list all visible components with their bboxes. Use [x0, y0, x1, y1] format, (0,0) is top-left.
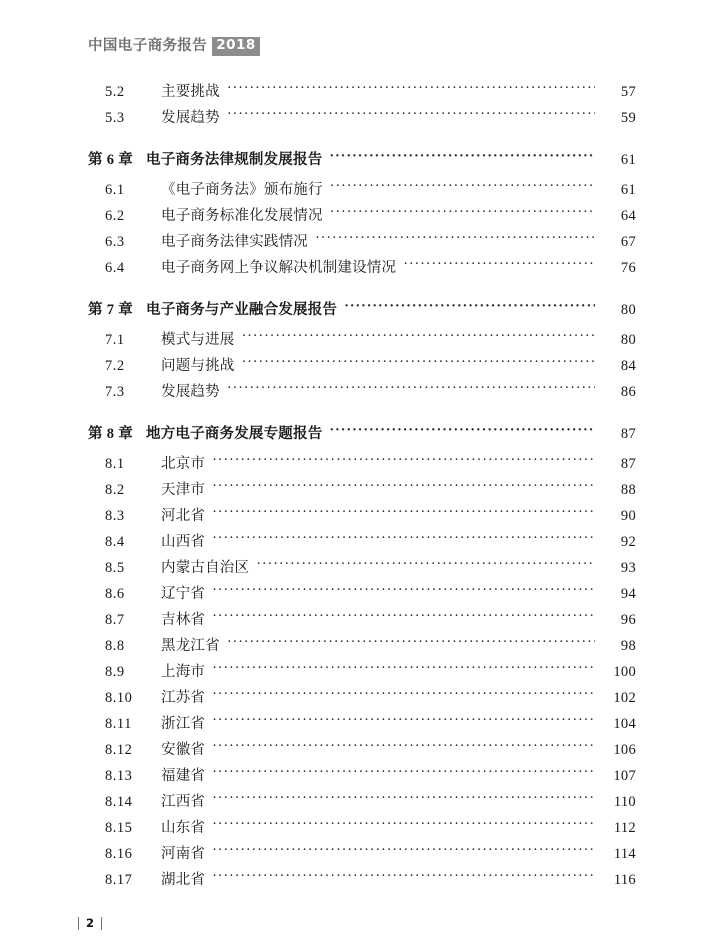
toc-entry-page-number: 88 [620, 482, 636, 498]
toc-entry-page-number: 87 [620, 456, 636, 472]
toc-entry-title: 黑龙江省 [161, 638, 220, 654]
toc-entry-page-number: 84 [620, 358, 636, 374]
toc-section-row[interactable] [0, 504, 719, 530]
toc-entry-title: 发展趋势 [161, 110, 220, 126]
toc-section-row[interactable] [0, 328, 719, 354]
toc-section-row[interactable] [0, 178, 719, 204]
toc-dot-leader [329, 148, 595, 164]
toc-entry-number: 7.1 [105, 332, 125, 348]
toc-dot-leader [212, 530, 595, 546]
toc-dot-leader [344, 298, 595, 314]
footer-rule-right [101, 917, 102, 930]
toc-section-row[interactable] [0, 452, 719, 478]
toc-entry-number: 5.3 [105, 110, 125, 126]
toc-section-row[interactable] [0, 106, 719, 132]
toc-entry-page-number: 106 [613, 742, 636, 758]
toc-section-row[interactable] [0, 530, 719, 556]
report-title: 中国电子商务报告 [88, 38, 208, 54]
toc-entry-number: 第 6 章 [88, 152, 133, 168]
toc-entry-title: 湖北省 [161, 872, 206, 888]
toc-entry-page-number: 96 [620, 612, 636, 628]
toc-entry-title: 江苏省 [161, 690, 206, 706]
toc-entry-title: 模式与进展 [161, 332, 235, 348]
toc-section-row[interactable] [0, 660, 719, 686]
toc-entry-number: 5.2 [105, 84, 125, 100]
toc-entry-title: 电子商务法律规制发展报告 [146, 152, 323, 168]
toc-entry-number: 8.2 [105, 482, 125, 498]
toc-entry-title: 吉林省 [161, 612, 206, 628]
toc-dot-leader [242, 354, 596, 370]
toc-section-row[interactable] [0, 842, 719, 868]
toc-entry-number: 8.9 [105, 664, 125, 680]
toc-dot-leader [212, 790, 595, 806]
toc-chapter-row[interactable] [0, 298, 719, 328]
toc-entry-number: 8.7 [105, 612, 125, 628]
toc-entry-title: 发展趋势 [161, 384, 220, 400]
toc-section-row[interactable] [0, 738, 719, 764]
toc-dot-leader [227, 80, 595, 96]
toc-dot-leader [212, 452, 595, 468]
toc-entry-title: 安徽省 [161, 742, 206, 758]
toc-dot-leader [212, 608, 595, 624]
toc-entry-page-number: 98 [620, 638, 636, 654]
toc-entry-page-number: 102 [613, 690, 636, 706]
toc-section-row[interactable] [0, 80, 719, 106]
toc-section-row[interactable] [0, 556, 719, 582]
toc-entry-number: 8.11 [105, 716, 132, 732]
toc-dot-leader [212, 868, 595, 884]
toc-entry-page-number: 90 [620, 508, 636, 524]
toc-entry-page-number: 61 [620, 152, 636, 168]
toc-section-row[interactable] [0, 354, 719, 380]
toc-entry-number: 第 8 章 [88, 426, 133, 442]
toc-entry-title: 上海市 [161, 664, 206, 680]
toc-dot-leader [242, 328, 596, 344]
toc-entry-title: 辽宁省 [161, 586, 206, 602]
toc-entry-title: 内蒙古自治区 [161, 560, 250, 576]
toc-entry-number: 8.10 [105, 690, 133, 706]
toc-entry-title: 江西省 [161, 794, 206, 810]
toc-entry-title: 问题与挑战 [161, 358, 235, 374]
toc-dot-leader [329, 422, 595, 438]
toc-section-row[interactable] [0, 764, 719, 790]
toc-entry-title: 《电子商务法》颁布施行 [161, 182, 323, 198]
toc-entry-page-number: 59 [620, 110, 636, 126]
report-year-badge: 2018 [212, 37, 260, 56]
toc-entry-page-number: 92 [620, 534, 636, 550]
toc-entry-number: 8.5 [105, 560, 125, 576]
toc-dot-leader [330, 204, 595, 220]
toc-entry-title: 山东省 [161, 820, 206, 836]
toc-entry-page-number: 76 [620, 260, 636, 276]
toc-entry-title: 电子商务标准化发展情况 [161, 208, 323, 224]
toc-entry-page-number: 100 [613, 664, 636, 680]
toc-entry-title: 浙江省 [161, 716, 206, 732]
toc-dot-leader [403, 256, 595, 272]
toc-dot-leader [212, 504, 595, 520]
toc-dot-leader [212, 738, 595, 754]
toc-section-row[interactable] [0, 582, 719, 608]
toc-entry-number: 8.13 [105, 768, 133, 784]
toc-entry-number: 8.8 [105, 638, 125, 654]
toc-dot-leader [212, 712, 595, 728]
toc-entry-page-number: 67 [620, 234, 636, 250]
toc-entry-page-number: 94 [620, 586, 636, 602]
toc-entry-page-number: 64 [620, 208, 636, 224]
toc-section-row[interactable] [0, 256, 719, 282]
toc-entry-title: 福建省 [161, 768, 206, 784]
toc-entry-title: 电子商务法律实践情况 [161, 234, 308, 250]
toc-section-row[interactable] [0, 634, 719, 660]
toc-section-row[interactable] [0, 712, 719, 738]
toc-entry-number: 8.15 [105, 820, 133, 836]
toc-dot-leader [212, 686, 595, 702]
toc-chapter-row[interactable] [0, 422, 719, 452]
toc-dot-leader [227, 380, 595, 396]
toc-section-row[interactable] [0, 380, 719, 406]
toc-entry-title: 电子商务网上争议解决机制建设情况 [161, 260, 397, 276]
toc-entry-page-number: 61 [620, 182, 636, 198]
toc-entry-page-number: 112 [613, 820, 636, 836]
toc-entry-page-number: 114 [613, 846, 636, 862]
toc-entry-number: 8.1 [105, 456, 125, 472]
toc-entry-page-number: 107 [613, 768, 636, 784]
toc-dot-leader [315, 230, 595, 246]
toc-entry-page-number: 80 [620, 332, 636, 348]
toc-entry-title: 电子商务与产业融合发展报告 [146, 302, 338, 318]
toc-dot-leader [212, 816, 595, 832]
toc-dot-leader [212, 764, 595, 780]
toc-entry-title: 河北省 [161, 508, 206, 524]
toc-entry-number: 8.14 [105, 794, 133, 810]
toc-entry-title: 北京市 [161, 456, 206, 472]
toc-section-row[interactable] [0, 608, 719, 634]
toc-entry-number: 8.4 [105, 534, 125, 550]
toc-entry-title: 主要挑战 [161, 84, 220, 100]
toc-entry-number: 第 7 章 [88, 302, 133, 318]
toc-section-row[interactable] [0, 230, 719, 256]
toc-entry-page-number: 86 [620, 384, 636, 400]
toc-dot-leader [212, 842, 595, 858]
toc-entry-number: 8.16 [105, 846, 133, 862]
toc-entry-page-number: 116 [613, 872, 636, 888]
toc-entry-page-number: 104 [613, 716, 636, 732]
page-number: 2 [86, 915, 95, 930]
toc-entry-title: 天津市 [161, 482, 206, 498]
toc-entry-number: 6.2 [105, 208, 125, 224]
toc-entry-title: 河南省 [161, 846, 206, 862]
toc-entry-title: 地方电子商务发展专题报告 [146, 426, 323, 442]
toc-entry-page-number: 80 [620, 302, 636, 318]
toc-entry-page-number: 57 [620, 84, 636, 100]
toc-dot-leader [330, 178, 595, 194]
toc-section-row[interactable] [0, 816, 719, 842]
toc-entry-number: 6.1 [105, 182, 125, 198]
table-of-contents [0, 80, 719, 894]
toc-dot-leader [256, 556, 595, 572]
page-footer [78, 917, 102, 930]
toc-entry-number: 8.6 [105, 586, 125, 602]
toc-dot-leader [212, 478, 595, 494]
toc-entry-number: 7.2 [105, 358, 125, 374]
footer-rule-left [78, 917, 79, 930]
toc-section-row[interactable] [0, 204, 719, 230]
toc-entry-number: 6.3 [105, 234, 125, 250]
toc-entry-page-number: 93 [620, 560, 636, 576]
toc-entry-title: 山西省 [161, 534, 206, 550]
toc-dot-leader [227, 106, 595, 122]
running-header [88, 37, 260, 56]
toc-entry-page-number: 110 [613, 794, 636, 810]
toc-dot-leader [212, 660, 595, 676]
toc-entry-number: 6.4 [105, 260, 125, 276]
toc-chapter-row[interactable] [0, 148, 719, 178]
toc-entry-page-number: 87 [620, 426, 636, 442]
toc-entry-number: 8.3 [105, 508, 125, 524]
toc-entry-number: 8.17 [105, 872, 133, 888]
toc-entry-number: 8.12 [105, 742, 133, 758]
toc-section-row[interactable] [0, 790, 719, 816]
toc-entry-number: 7.3 [105, 384, 125, 400]
toc-dot-leader [212, 582, 595, 598]
toc-section-row[interactable] [0, 478, 719, 504]
toc-section-row[interactable] [0, 868, 719, 894]
toc-dot-leader [227, 634, 595, 650]
toc-section-row[interactable] [0, 686, 719, 712]
